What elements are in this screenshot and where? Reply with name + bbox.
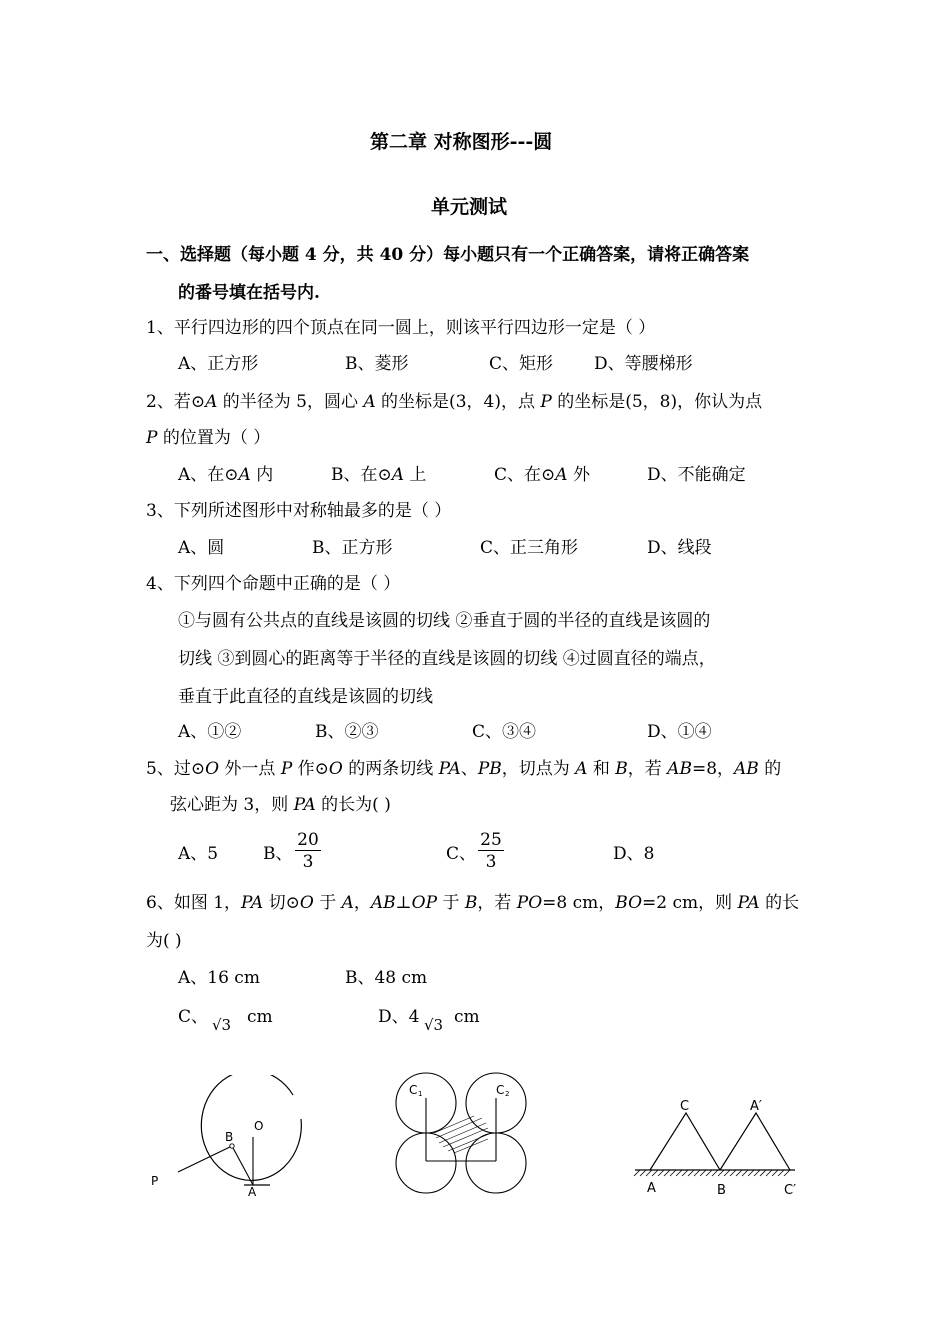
q6-stem-line2: 为( ) [146,931,182,951]
fig3-label-c: C [680,1099,690,1114]
q6-option-a: A、16 cm [178,968,260,988]
q6-stem-line1: 6、如图 1，PA 切⊙O 于 A，AB⊥OP 于 B，若 PO=8 cm，BO=2 cm，则 PA 的长 [146,893,800,913]
q2-option-c: C、在⊙A 外 [494,465,590,485]
q1-option-a: A、正方形 [178,354,259,374]
fig3-hatch-mark [760,1170,766,1176]
section-heading-cont: 的番号填在括号内. [178,283,320,303]
q2-stem-line1: 2、若⊙A 的半径为 5，圆心 A 的坐标是(3，4)，点 P 的坐标是(5，8)，你认为点 [146,392,763,412]
fig1-circle [201,1075,301,1180]
fig3-hatch-mark [664,1170,670,1176]
fig3-label-c-prime: C′ [784,1183,797,1198]
q4-propositions-line1: ①与圆有公共点的直线是该圆的切线 ②垂直于圆的半径的直线是该圆的 [178,611,711,631]
fig3-ground-hatching [634,1170,790,1176]
q1-stem: 1、平行四边形的四个顶点在同一圆上，则该平行四边形一定是（ ） [146,318,656,338]
q3-stem: 3、下列所述图形中对称轴最多的是（ ） [146,501,452,521]
q4-stem: 4、下列四个命题中正确的是（ ） [146,574,401,594]
q1-option-c: C、矩形 [489,354,554,374]
q2-option-d: D、不能确定 [647,465,746,485]
fig1-label-p: P [151,1174,159,1188]
fig3-hatch-mark [646,1170,652,1176]
q6-option-d-sqrt: √3 [424,1016,444,1034]
q4-option-c: C、③④ [472,722,537,742]
q1-option-d: D、等腰梯形 [594,354,693,374]
fig3-hatch-mark [676,1170,682,1176]
fig3-hatch-mark [634,1170,640,1176]
fig2-label-c2-sub: 2 [505,1090,510,1098]
q5-option-a: A、5 [178,844,219,864]
q5-option-b: B、 [263,844,293,864]
q6-option-c-sqrt: √3 [212,1016,232,1034]
q3-option-c: C、正三角形 [480,538,579,558]
section-heading: 一、选择题（每小题 4 分，共 40 分）每小题只有一个正确答案，请将正确答案 [146,245,750,265]
fig3-hatch-mark [784,1170,790,1176]
fig3-hatch-mark [778,1170,784,1176]
fig3-hatch-mark [706,1170,712,1176]
q5-option-d: D、8 [613,844,655,864]
fig3-label-a-prime: A′ [750,1099,762,1114]
q6-option-c-unit: cm [247,1007,273,1027]
fig3-hatch-mark [742,1170,748,1176]
fig3-hatch-mark [736,1170,742,1176]
q1-option-b: B、菱形 [345,354,409,374]
fig3-hatch-mark [724,1170,730,1176]
q5-fraction-b: $\frac{20}{3}$ [295,830,321,873]
fig3-hatch-mark [700,1170,706,1176]
q2-option-a: A、在⊙A 内 [178,465,274,485]
fig1-label-a: A [248,1185,257,1199]
q5-stem-line2: 弦心距为 3，则 PA 的长为( ) [170,795,391,815]
fig3-label-b: B [717,1183,726,1198]
fig3-hatch-mark [682,1170,688,1176]
q3-option-b: B、正方形 [312,538,393,558]
q5-fraction-c: $\frac{25}{3}$ [478,830,504,873]
q5-stem-line1: 5、过⊙O 外一点 P 作⊙O 的两条切线 PA、PB，切点为 A 和 B，若 AB=8，AB 的 [146,759,782,779]
q4-propositions-line3: 垂直于此直径的直线是该圆的切线 [178,687,433,707]
q4-option-a: A、①② [178,722,242,742]
q3-option-d: D、线段 [647,538,712,558]
fig2-label-c1-sub: 1 [418,1090,423,1098]
figure-2-four-circles-diagram [390,1058,560,1200]
q6-option-d: D、4 [378,1007,420,1027]
q4-propositions-line2: 切线 ③到圆心的距离等于半径的直线是该圆的切线 ④过圆直径的端点， [178,649,716,669]
fig3-triangle-acb [650,1113,720,1170]
fig3-hatch-mark [670,1170,676,1176]
fig2-shaded-region [434,1116,489,1153]
fig1-line-pb [178,1146,232,1172]
page-subtitle: 单元测试 [431,196,508,218]
fig3-label-a: A [647,1181,656,1196]
fig1-label-b: B [225,1130,234,1144]
q4-option-b: B、②③ [315,722,379,742]
fig2-label-c1: C [409,1083,418,1097]
q3-option-a: A、圆 [178,538,225,558]
fig3-hatch-mark [766,1170,772,1176]
fig3-hatch-mark [694,1170,700,1176]
figure-3-triangles-diagram [630,1090,805,1202]
q6-option-b: B、48 cm [345,968,428,988]
fig1-point-b [230,1144,234,1148]
q2-option-b: B、在⊙A 上 [331,465,427,485]
fig3-hatch-mark [688,1170,694,1176]
fig1-label-o: O [254,1119,264,1133]
q4-option-d: D、①④ [647,722,712,742]
fig3-hatch-mark [772,1170,778,1176]
fig3-triangle-ba-c [720,1113,790,1170]
fig3-hatch-mark [748,1170,754,1176]
fig3-hatch-mark [730,1170,736,1176]
fig3-hatch-mark [712,1170,718,1176]
q5-option-c: C、 [446,844,477,864]
fig3-hatch-mark [652,1170,658,1176]
fig3-hatch-mark [640,1170,646,1176]
page-title: 第二章 对称图形---圆 [370,131,553,153]
q6-option-d-unit: cm [454,1007,480,1027]
fig2-label-c2: C [496,1083,505,1097]
q2-stem-line2: P 的位置为（ ） [146,428,271,448]
fig3-hatch-mark [718,1170,724,1176]
fig3-hatch-mark [754,1170,760,1176]
q6-option-c: C、 [178,1007,209,1027]
figure-1-tangent-diagram [140,1075,320,1200]
fig3-hatch-mark [658,1170,664,1176]
